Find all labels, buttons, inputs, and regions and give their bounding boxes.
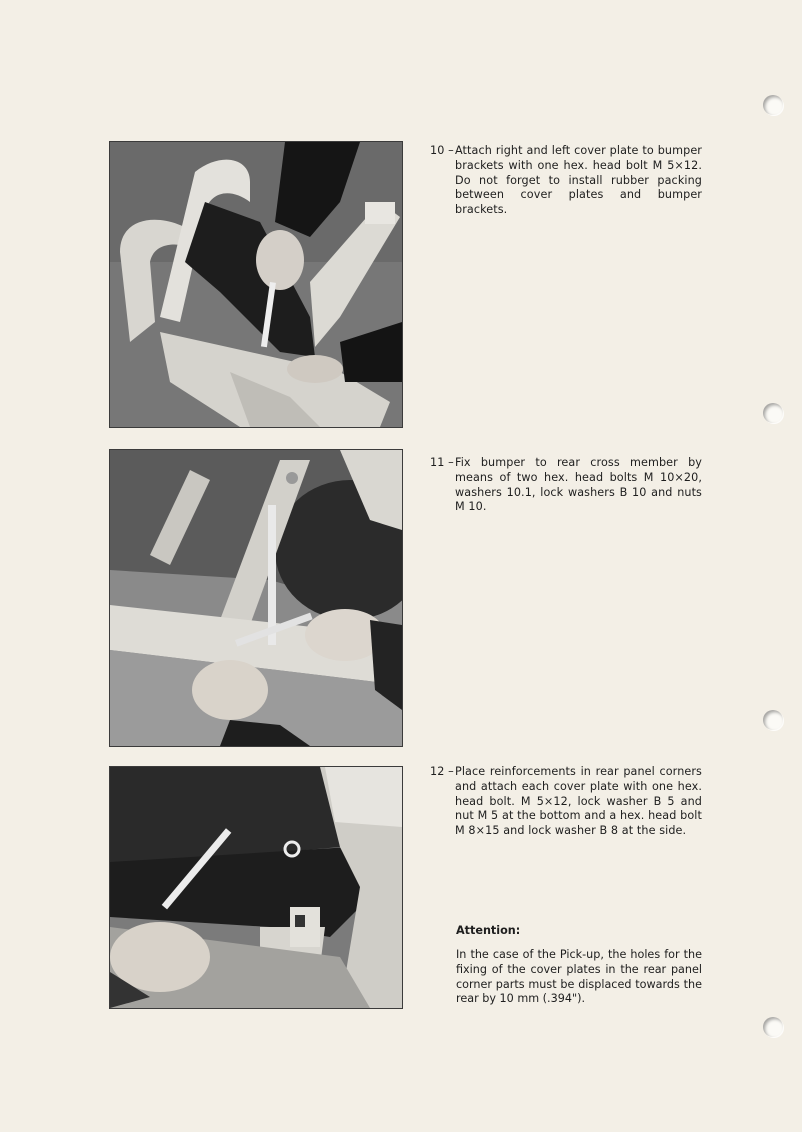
step-12	[430, 765, 702, 839]
attention-heading: Attention:	[456, 924, 521, 937]
step-text: Attach right and left cover plate to bumper brackets with one hex. head bolt M 5×12. Do not forget to install rubber packing between cover plates and bumper brackets.	[455, 144, 702, 217]
step-number: 12 –	[430, 765, 454, 778]
binder-hole	[763, 95, 783, 115]
step-11	[430, 456, 702, 515]
step-number: 10 –	[430, 144, 454, 157]
photo-bumper-cross-member	[109, 449, 403, 747]
binder-hole	[763, 1017, 783, 1037]
step-text: Place reinforcements in rear panel corners and attach each cover plate with one hex. head bolt. M 5×12, lock washer B 5 and nut M 5 at the bottom and a hex. head bolt M 8×15 and lock washer B 8 at the side.	[455, 765, 702, 838]
step-number: 11 –	[430, 456, 454, 469]
attention-text: In the case of the Pick-up, the holes for the fixing of the cover plates in the rear panel corner parts must be displaced towards the rear by 10 mm (.394").	[456, 948, 702, 1006]
photo-rear-panel-reinforcement	[109, 766, 403, 1009]
binder-hole	[763, 403, 783, 423]
binder-hole	[763, 710, 783, 730]
photo-cover-plate-bracket	[109, 141, 403, 428]
step-10	[430, 144, 702, 218]
step-text: Fix bumper to rear cross member by means of two hex. head bolts M 10×20, washers 10.1, lock washers B 10 and nuts M 10.	[455, 456, 702, 514]
